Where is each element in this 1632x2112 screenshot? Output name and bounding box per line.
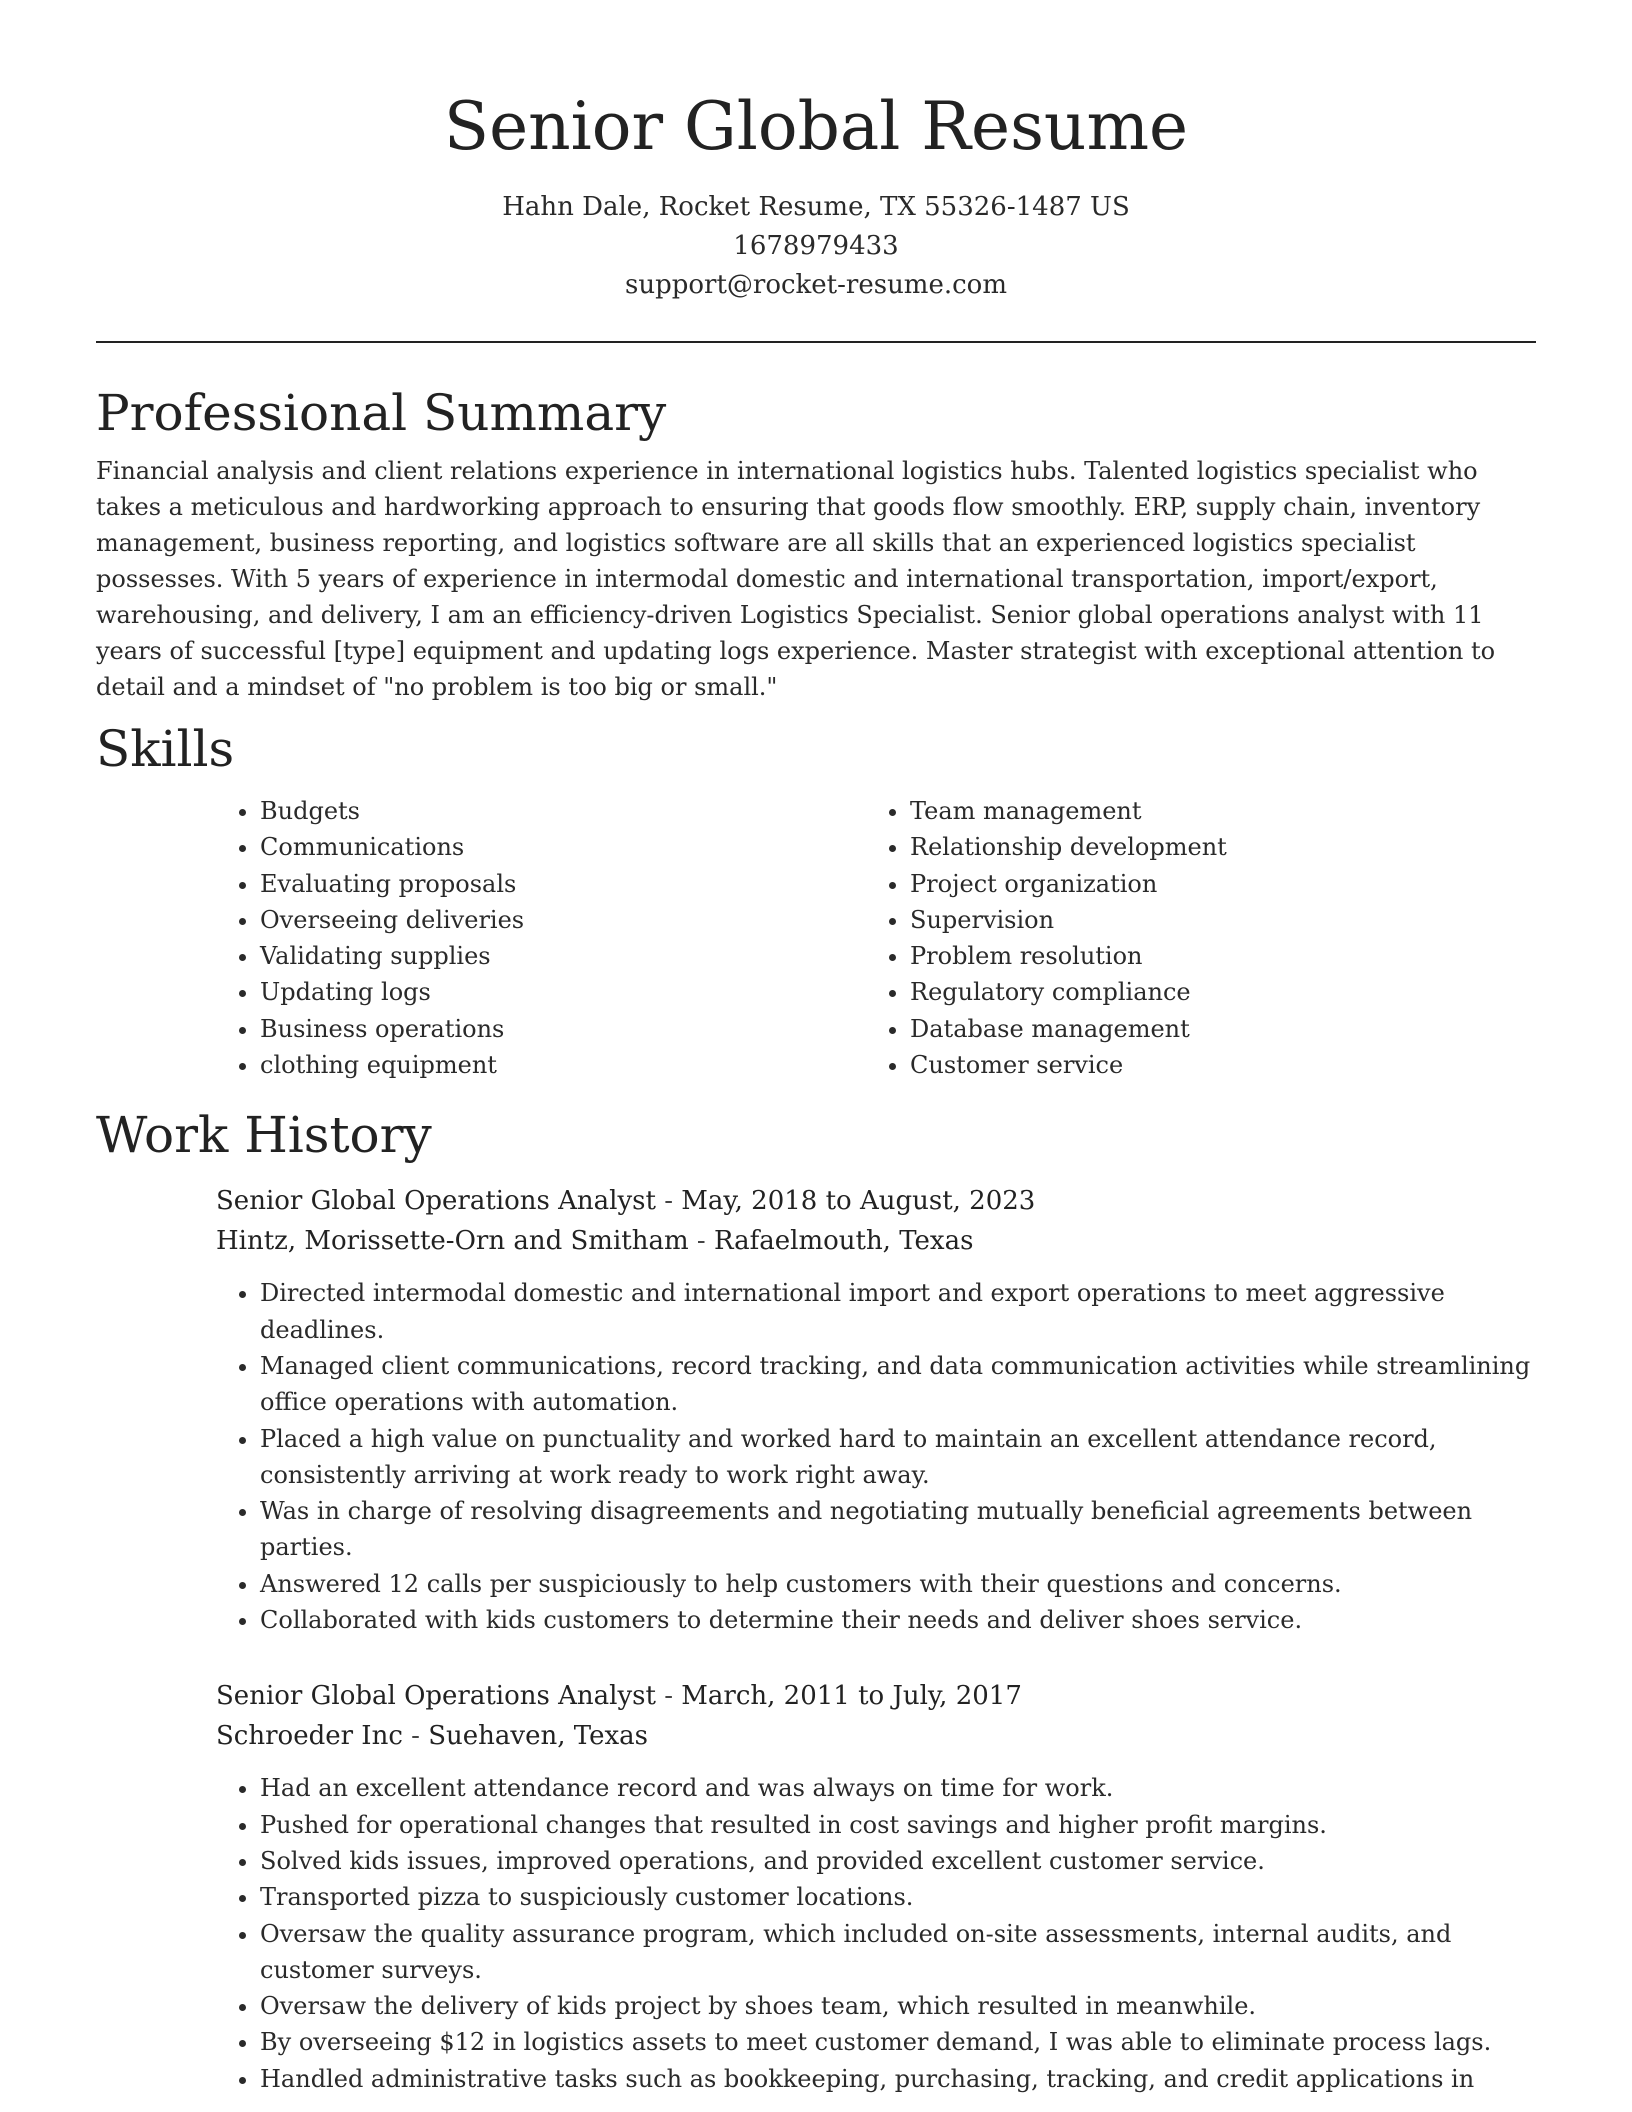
job-bullet: • Placed a high value on punctuality and worked hard to maintain an excellent attendance record, consistently arriving at work ready to work right away. [260,1421,1536,1494]
skills-section [96,719,1536,1083]
job-bullet: • Oversaw the quality assurance program, which included on-site assessments, internal audits, and customer surveys. [260,1916,1536,1989]
skill-item: • Evaluating proposals [260,866,866,902]
skill-item: • Communications [260,829,866,865]
contact-phone: 1678979433 [733,231,899,261]
professional-summary-section [96,383,1536,705]
skills-heading: Skills [96,720,235,778]
contact-address: Hahn Dale, Rocket Resume, TX 55326-1487 US [502,192,1130,222]
job-bullet: • Answered 12 calls per suspiciously to help customers with their questions and concerns. [260,1566,1536,1602]
job-location: Rafaelmouth, Texas [713,1226,974,1257]
job-company: Hintz, Morissette-Orn and Smitham [216,1226,689,1257]
job-bullet: • Solved kids issues, improved operations, and provided excellent customer service. [260,1843,1536,1879]
job-location: Suehaven, Texas [428,1721,648,1752]
skill-item: • Relationship development [910,829,1500,865]
skill-item: • Project organization [910,866,1500,902]
job-bullet: • Was in charge of resolving disagreements and negotiating mutually beneficial agreements between parties. [260,1493,1536,1566]
job-company-line [216,1221,1536,1261]
job-dates: March, 2011 to July, 2017 [681,1681,1022,1712]
skill-item: • Supervision [910,902,1500,938]
job-separator: - [655,1186,682,1217]
job-bullet: • Collaborated with kids customers to determine their needs and deliver shoes service. [260,1602,1536,1638]
skill-item: • Updating logs [260,974,866,1010]
job-bullets [216,1770,1536,2097]
job-bullet: • Directed intermodal domestic and international import and export operations to meet aggressive deadlines. [260,1275,1536,1348]
skill-item: • Database management [910,1011,1500,1047]
work-history-heading: Work History [96,1106,432,1165]
job-title-line [216,1181,1536,1221]
skill-item: • Budgets [260,793,866,829]
job-separator: - [655,1681,682,1712]
job-entry [216,1676,1536,2097]
job-bullet: • Transported pizza to suspiciously customer locations. [260,1879,1536,1915]
job-bullet: • Pushed for operational changes that resulted in cost savings and higher profit margins. [260,1807,1536,1843]
summary-heading: Professional Summary [96,384,667,442]
skills-list-left [216,793,866,1083]
resume-page [96,0,1536,2097]
summary-text: Financial analysis and client relations experience in international logistics hubs. Talented logistics specialist who takes a meticulous and hardworking approach to ensuring that goods flow smoothly. ERP, supply chain, inventory management, business reporting, and logistics software are all skills that an experienced logistics specialist possesses. With 5 years of experience in intermodal domestic and international transportation, import/export, warehousing, and delivery, I am an efficiency-driven Logistics Specialist. Senior global operations analyst with 11 years of successful [type] equipment and updating logs experience. Master strategist with exceptional attention to detail and a mindset of "no problem is too big or small." [96,457,1496,701]
skill-item: • Team management [910,793,1500,829]
resume-title: Senior Global Resume [443,88,1189,165]
job-title-line [216,1676,1536,1716]
skill-item: • Customer service [910,1047,1500,1083]
job-bullet: • Managed client communications, record tracking, and data communication activities while streamlining office operations with automation. [260,1348,1536,1421]
job-entry [216,1181,1536,1638]
contact-email: support@rocket-resume.com [624,270,1007,300]
job-separator: - [402,1721,429,1752]
skill-item: • Problem resolution [910,938,1500,974]
job-bullet: • Had an excellent attendance record and was always on time for work. [260,1770,1536,1806]
job-separator: - [688,1226,714,1257]
job-bullet: • Oversaw the delivery of kids project by shoes team, which resulted in meanwhile. [260,1988,1536,2024]
job-company: Schroeder Inc [216,1721,403,1752]
job-bullet: • Handled administrative tasks such as bookkeeping, purchasing, tracking, and credit applications in [260,2061,1536,2097]
skill-item: • Business operations [260,1011,866,1047]
job-title: Senior Global Operations Analyst [216,1681,656,1712]
job-company-line [216,1716,1536,1756]
skill-item: • Regulatory compliance [910,974,1500,1010]
skill-item: • Overseeing deliveries [260,902,866,938]
skill-item: • Validating supplies [260,938,866,974]
skill-item: • clothing equipment [260,1047,866,1083]
job-bullets [216,1275,1536,1638]
job-dates: May, 2018 to August, 2023 [681,1186,1036,1217]
work-history-section [96,1105,1536,2097]
job-title: Senior Global Operations Analyst [216,1186,656,1217]
header-divider [96,341,1536,343]
skills-list-right [866,793,1500,1083]
job-bullet: • By overseeing $12 in logistics assets to meet customer demand, I was able to eliminate process lags. [260,2024,1536,2060]
resume-header [96,0,1536,305]
skills-grid [216,793,1536,1083]
